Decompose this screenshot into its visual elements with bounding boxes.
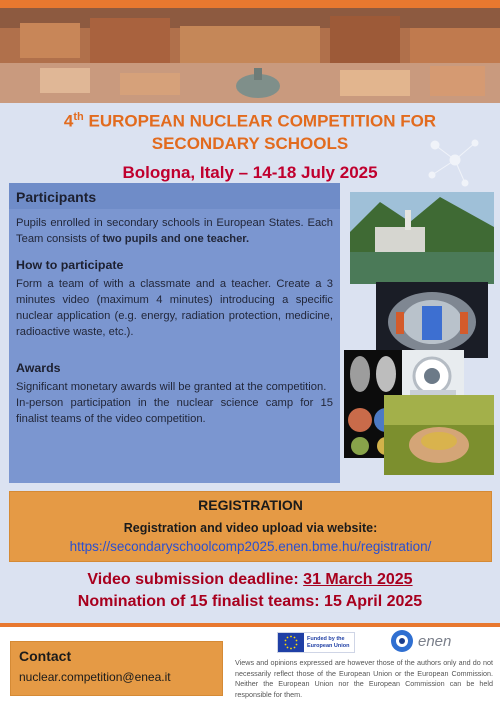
eu-flag-icon bbox=[278, 633, 304, 652]
how-to-participate-heading: How to participate bbox=[16, 258, 124, 272]
awards-heading: Awards bbox=[16, 361, 61, 375]
registration-box bbox=[9, 491, 492, 562]
tokamak-reactor-image bbox=[376, 282, 488, 358]
contact-box bbox=[10, 641, 223, 696]
awards-text-2: In-person participation in the nuclear science camp for 15 finalist teams of the video competition. bbox=[16, 397, 333, 425]
molecule-icon bbox=[420, 125, 490, 195]
svg-text:enen: enen bbox=[418, 633, 452, 650]
eu-funded-text: Funded by the European Union bbox=[307, 636, 350, 649]
top-accent-bar bbox=[0, 0, 500, 8]
eu-funded-logo bbox=[277, 632, 355, 653]
enen-logo bbox=[384, 627, 476, 655]
video-deadline: Video submission deadline: 31 March 2025 bbox=[87, 571, 413, 588]
registration-link[interactable]: https://secondaryschoolcomp2025.enen.bme.hu/registration/ bbox=[69, 539, 432, 554]
power-plant-photo bbox=[350, 192, 494, 284]
participants-panel bbox=[9, 183, 340, 483]
location-dates: Bologna, Italy – 14-18 July 2025 bbox=[122, 162, 378, 182]
nomination-deadline: Nomination of 15 finalist teams: 15 April 2025 bbox=[77, 593, 423, 610]
how-to-participate-text: Form a team of with a classmate and a teacher. Create a 3 minutes video (maximum 4 minutes) introducing a specific nuclear application (e.g. energy, radiation protection, medicine, radioactive waste, etc.). bbox=[16, 278, 333, 338]
footer bbox=[0, 627, 500, 707]
competition-title: 4th EUROPEAN NUCLEAR COMPETITION FOR SECONDARY SCHOOLS bbox=[63, 111, 437, 153]
awards-text-1: Significant monetary awards will be granted at the competition. bbox=[16, 381, 327, 393]
contact-email[interactable]: nuclear.competition@enea.it bbox=[19, 670, 171, 684]
rice-in-hands-photo bbox=[384, 395, 494, 475]
registration-subheading: Registration and video upload via website: bbox=[123, 521, 378, 535]
registration-heading: REGISTRATION bbox=[198, 497, 303, 513]
photo-collage bbox=[344, 190, 494, 475]
participants-intro: Pupils enrolled in secondary schools in European States. Each Team consists of two pupils and one teacher. bbox=[16, 217, 333, 245]
eu-disclaimer: Views and opinions expressed are however those of the authors only and do not necessarily reflect those of the European Union or the European Commission. Neither the European Union nor the European Commission can be held responsible for them. bbox=[235, 658, 493, 699]
participants-heading: Participants bbox=[9, 183, 340, 209]
bologna-cityscape-photo bbox=[0, 8, 500, 103]
contact-heading: Contact bbox=[19, 648, 72, 664]
deadlines-block bbox=[0, 569, 500, 613]
